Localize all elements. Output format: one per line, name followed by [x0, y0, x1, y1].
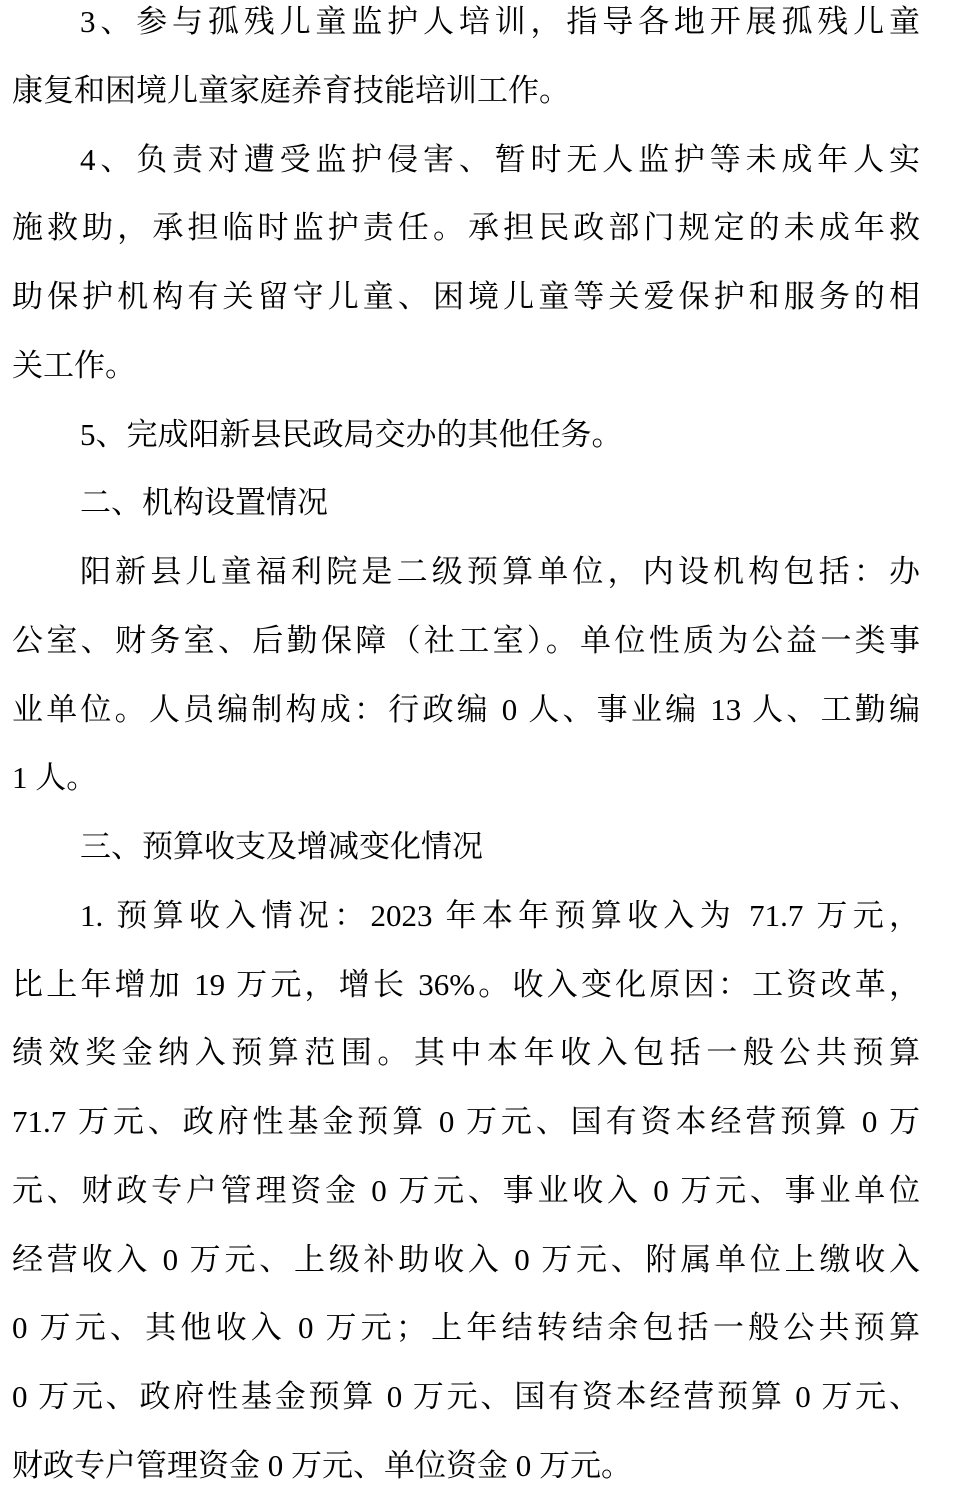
paragraph-line: 3、参与孤残儿童监护人培训，指导各地开展孤残儿童	[80, 4, 920, 39]
paragraph-line: 0 万元、其他收入 0 万元；上年结转结余包括一般公共预算	[12, 1310, 920, 1346]
paragraph-line: 经营收入 0 万元、上级补助收入 0 万元、附属单位上缴收入	[12, 1241, 920, 1277]
paragraph-line: 关工作。	[12, 347, 136, 383]
paragraph-line: 0 万元、政府性基金预算 0 万元、国有资本经营预算 0 万元、	[12, 1379, 920, 1414]
paragraph-line: 71.7 万元、政府性基金预算 0 万元、国有资本经营预算 0 万	[12, 1104, 920, 1139]
paragraph-line: 康复和困境儿童家庭养育技能培训工作。	[12, 72, 570, 108]
paragraph-line: 助保护机构有关留守儿童、困境儿童等关爱保护和服务的相	[12, 279, 920, 314]
paragraph-line: 施救助，承担临时监护责任。承担民政部门规定的未成年救	[12, 210, 920, 246]
section-heading: 二、机构设置情况	[80, 485, 328, 522]
paragraph-line: 比上年增加 19 万元，增长 36%。收入变化原因：工资改革，	[12, 966, 920, 1002]
document-page	[12, 2, 920, 1486]
paragraph-line: 4、负责对遭受监护侵害、暂时无人监护等未成年人实	[80, 141, 920, 177]
paragraph-line: 阳新县儿童福利院是二级预算单位，内设机构包括：办	[80, 554, 920, 589]
paragraph-line: 绩效奖金纳入预算范围。其中本年收入包括一般公共预算	[12, 1035, 920, 1071]
paragraph-line: 财政专户管理资金 0 万元、单位资金 0 万元。	[12, 1447, 632, 1483]
paragraph-line: 公室、财务室、后勤保障（社工室）。单位性质为公益一类事	[12, 622, 920, 658]
paragraph-line: 1. 预算收入情况：2023 年本年预算收入为 71.7 万元，	[80, 897, 920, 933]
paragraph-line: 1 人。	[12, 760, 98, 796]
paragraph-line: 5、完成阳新县民政局交办的其他任务。	[80, 416, 623, 452]
section-heading: 三、预算收支及增减变化情况	[80, 829, 483, 865]
paragraph-line: 元、财政专户管理资金 0 万元、事业收入 0 万元、事业单位	[12, 1172, 920, 1208]
paragraph-line: 业单位。人员编制构成：行政编 0 人、事业编 13 人、工勤编	[12, 691, 920, 727]
